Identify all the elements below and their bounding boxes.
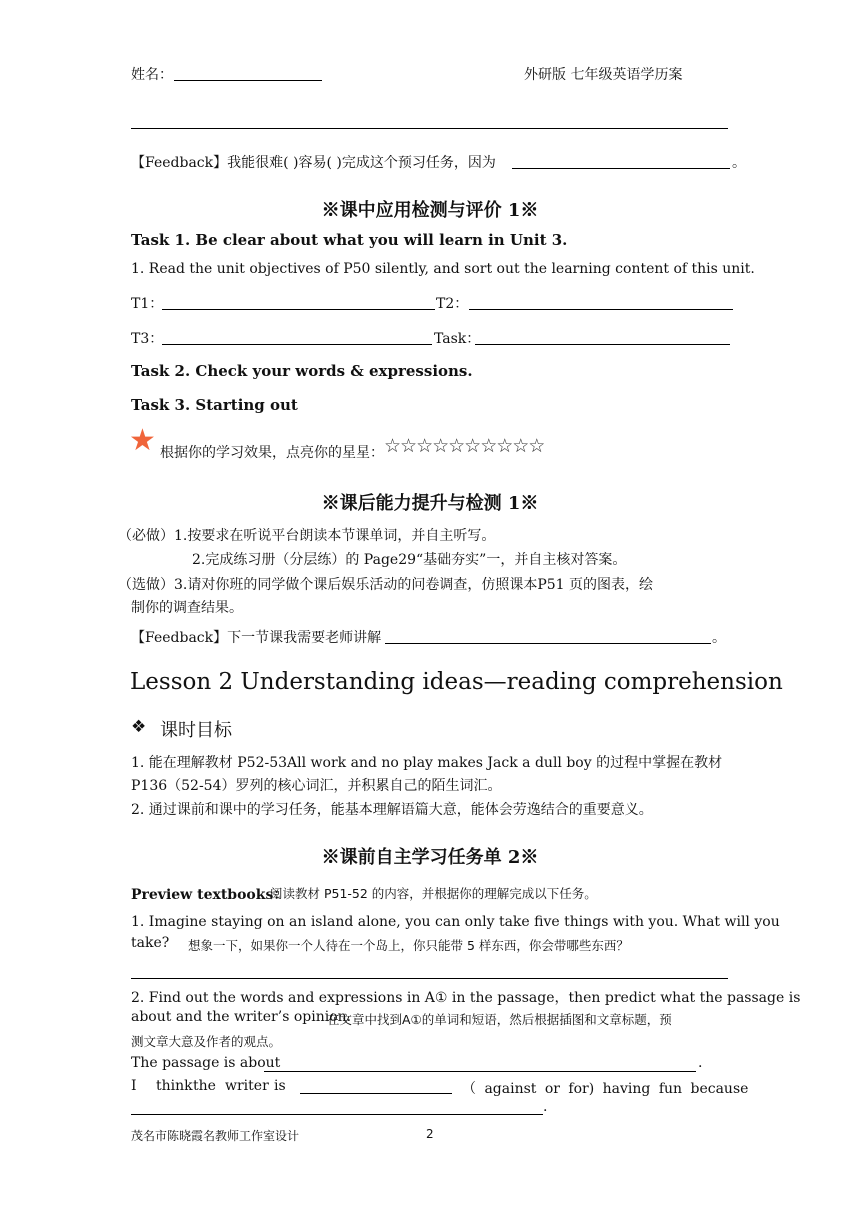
homework-item-1: （必做）1.按要求在听说平台朗读本节课单词，并自主听写。 [118, 528, 496, 544]
task-blank[interactable] [475, 344, 730, 345]
feedback-end: 。 [732, 155, 746, 171]
rating-stars[interactable]: ☆☆☆☆☆☆☆☆☆☆ [384, 435, 545, 457]
think-word: I [131, 1078, 137, 1094]
t1-blank[interactable] [162, 309, 435, 310]
task1-title: Task 1. Be clear about what you will learn in Unit 3. [131, 231, 568, 249]
feedback2-prompt: 【Feedback】下一节课我需要老师讲解 [131, 630, 382, 646]
objective-1: 1. 能在理解教材 P52-53All work and no play makes Jack a dull boy 的过程中掌握在教材 [131, 755, 723, 771]
objectives-title: 课时目标 [160, 720, 232, 741]
name-blank[interactable] [174, 80, 322, 81]
question-1-chinese: 想象一下，如果你一个人待在一个岛上，你只能带 5 样东西，你会带哪些东西？ [188, 938, 629, 953]
header-title: 外研版 七年级英语学历案 [524, 67, 683, 83]
answer-1-blank[interactable] [131, 978, 728, 979]
question-2-cont: about and the writer’s opinion. [131, 1009, 352, 1025]
homework-item-3: （选做）3.请对你班的同学做个课后娱乐活动的问卷调查，仿照课本P51 页的图表，绘 [118, 577, 654, 593]
homework-item-3-cont: 制你的调查结果。 [131, 600, 243, 616]
task-label: Task： [434, 331, 481, 347]
feedback2-blank[interactable] [385, 643, 711, 644]
about-label: The passage is about [131, 1055, 281, 1071]
question-1-cont: take? [131, 935, 170, 951]
diamond-bullet-icon: ❖ [131, 717, 147, 737]
think-options: （ against or for) having fun because [462, 1081, 749, 1097]
rating-prompt: 根据你的学习效果，点亮你的星星： [160, 445, 384, 461]
task3-title: Task 3. Starting out [131, 396, 298, 414]
homework-item-2: 2.完成练习册（分层练）的 Page29“基础夯实”一，并自主核对答案。 [192, 552, 627, 568]
because-blank[interactable] [131, 1114, 543, 1115]
t2-blank[interactable] [469, 309, 733, 310]
think-word: think [156, 1078, 193, 1094]
lesson-title: Lesson 2 Understanding ideas—reading comprehension [130, 669, 783, 695]
section-heading-2: ※课后能力提升与检测 1※ [321, 493, 539, 514]
task1-instruction: 1. Read the unit objectives of P50 silently, and sort out the learning content of this unit. [131, 261, 755, 277]
footer-credit: 茂名市陈晓霞名教师工作室设计 [131, 1129, 300, 1143]
section-heading-3: ※课前自主学习任务单 2※ [321, 847, 539, 868]
section-heading: ※课中应用检测与评价 1※ [321, 200, 539, 221]
feedback2-end: 。 [712, 630, 726, 646]
about-end: . [698, 1055, 703, 1071]
header-rule [131, 128, 728, 129]
name-label: 姓名： [131, 67, 173, 83]
t3-label: T3： [131, 331, 164, 347]
feedback-blank[interactable] [512, 168, 730, 169]
preview-instruction: 阅读教材 P51-52 的内容，并根据你的理解完成以下任务。 [270, 886, 597, 901]
star-icon: ★ [129, 423, 156, 458]
question-2-chinese: 在文章中找到A①的单词和短语，然后根据插图和文章标题，预 [327, 1012, 672, 1027]
opinion-blank[interactable] [300, 1093, 452, 1094]
feedback-prompt: 【Feedback】我能很难( )容易( )完成这个预习任务，因为 [131, 155, 496, 171]
question-2: 2. Find out the words and expressions in A① in the passage，then predict what the passage is [131, 990, 801, 1006]
objective-1-cont: P136（52-54）罗列的核心词汇，并积累自己的陌生词汇。 [131, 778, 502, 794]
think-word: the [193, 1078, 216, 1094]
think-word: writer [225, 1078, 269, 1094]
question-1: 1. Imagine staying on an island alone, you can only take five things with you. What will you [131, 914, 780, 930]
because-end: . [543, 1099, 548, 1115]
t2-label: T2： [436, 296, 469, 312]
t3-blank[interactable] [162, 344, 432, 345]
think-word: is [274, 1078, 286, 1094]
t1-label: T1： [131, 296, 164, 312]
task2-title: Task 2. Check your words & expressions. [131, 362, 473, 380]
preview-label: Preview textbooks： [131, 887, 288, 903]
page-number: 2 [426, 1127, 434, 1141]
question-2-chinese-cont: 测文章大意及作者的观点。 [131, 1034, 282, 1049]
about-blank[interactable] [264, 1071, 696, 1072]
objective-2: 2. 通过课前和课中的学习任务，能基本理解语篇大意，能体会劳逸结合的重要意义。 [131, 802, 653, 818]
